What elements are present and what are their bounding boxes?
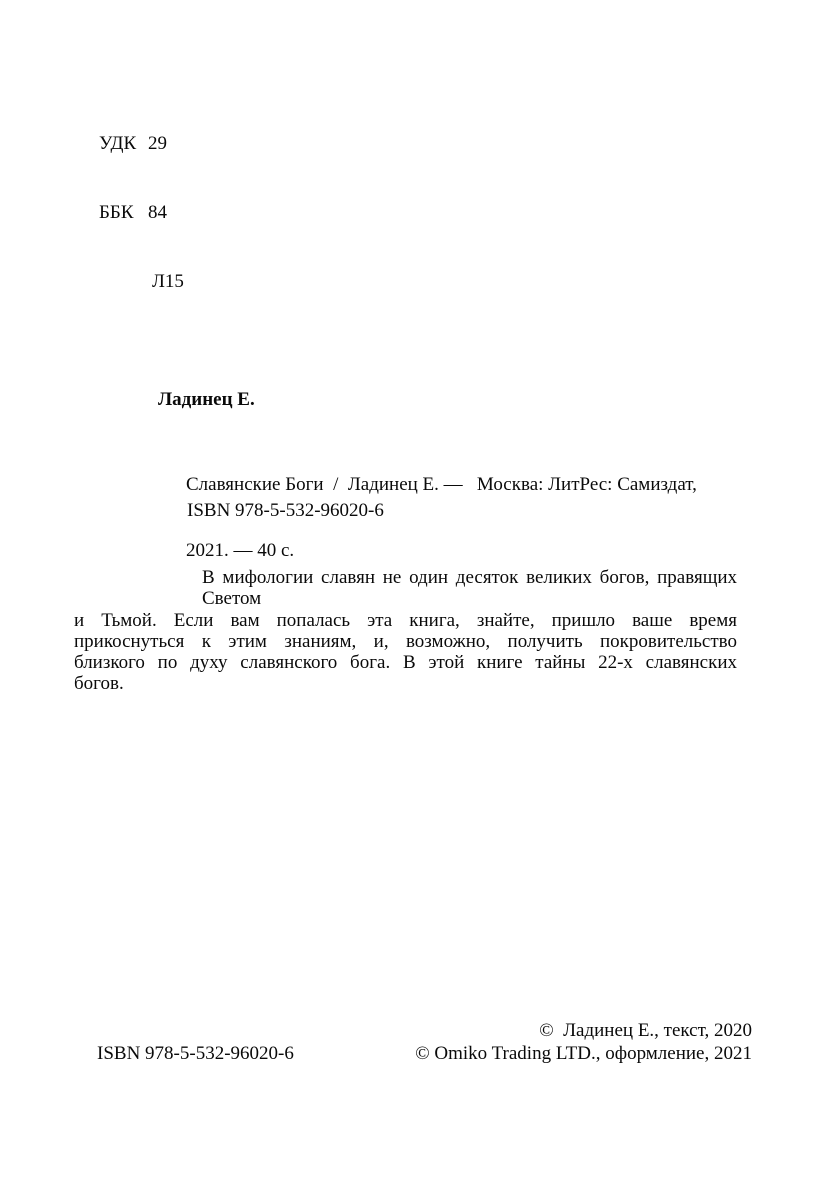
bbk-value: 84: [148, 202, 167, 223]
annotation-line: прикоснуться к этим знаниям, и, возможно, получить покровительство: [74, 630, 737, 652]
annotation-line: богов.: [74, 673, 124, 695]
bbk-row: [99, 201, 184, 224]
colophon-block: [97, 1019, 752, 1065]
annotation-line: близкого по духу славянского бога. В этой книге тайны 22-х славянских: [74, 652, 737, 674]
annotation-paragraph: [74, 567, 737, 695]
annotation-line: В мифологии славян не один десяток великих богов, правящих Светом: [202, 567, 737, 610]
author-code-row: [99, 270, 184, 293]
isbn-number-bottom: ISBN 978-5-532-96020-6: [97, 1043, 294, 1064]
author-name: Ладинец Е.: [158, 389, 255, 410]
colophon-bottom-line: [97, 1042, 752, 1065]
isbn-number: ISBN 978-5-532-96020-6: [187, 500, 384, 521]
classification-block: [99, 86, 184, 339]
copyright-text-line: © Ладинец Е., текст, 2020: [539, 1020, 752, 1041]
bbk-label: ББК: [99, 202, 134, 223]
copyright-design-line: © Omiko Trading LTD., оформление, 2021: [415, 1043, 752, 1064]
author-code-value: Л15: [152, 271, 184, 292]
udk-label: УДК: [99, 133, 137, 154]
annotation-line: и Тьмой. Если вам попалась эта книга, знайте, пришло ваше время: [74, 609, 737, 631]
biblio-line: 2021. — 40 с.: [186, 540, 295, 561]
udk-value: 29: [148, 133, 167, 154]
biblio-line: Славянские Боги / Ладинец Е. — Москва: ЛитРес: Самиздат,: [186, 474, 697, 495]
udk-row: [99, 132, 184, 155]
